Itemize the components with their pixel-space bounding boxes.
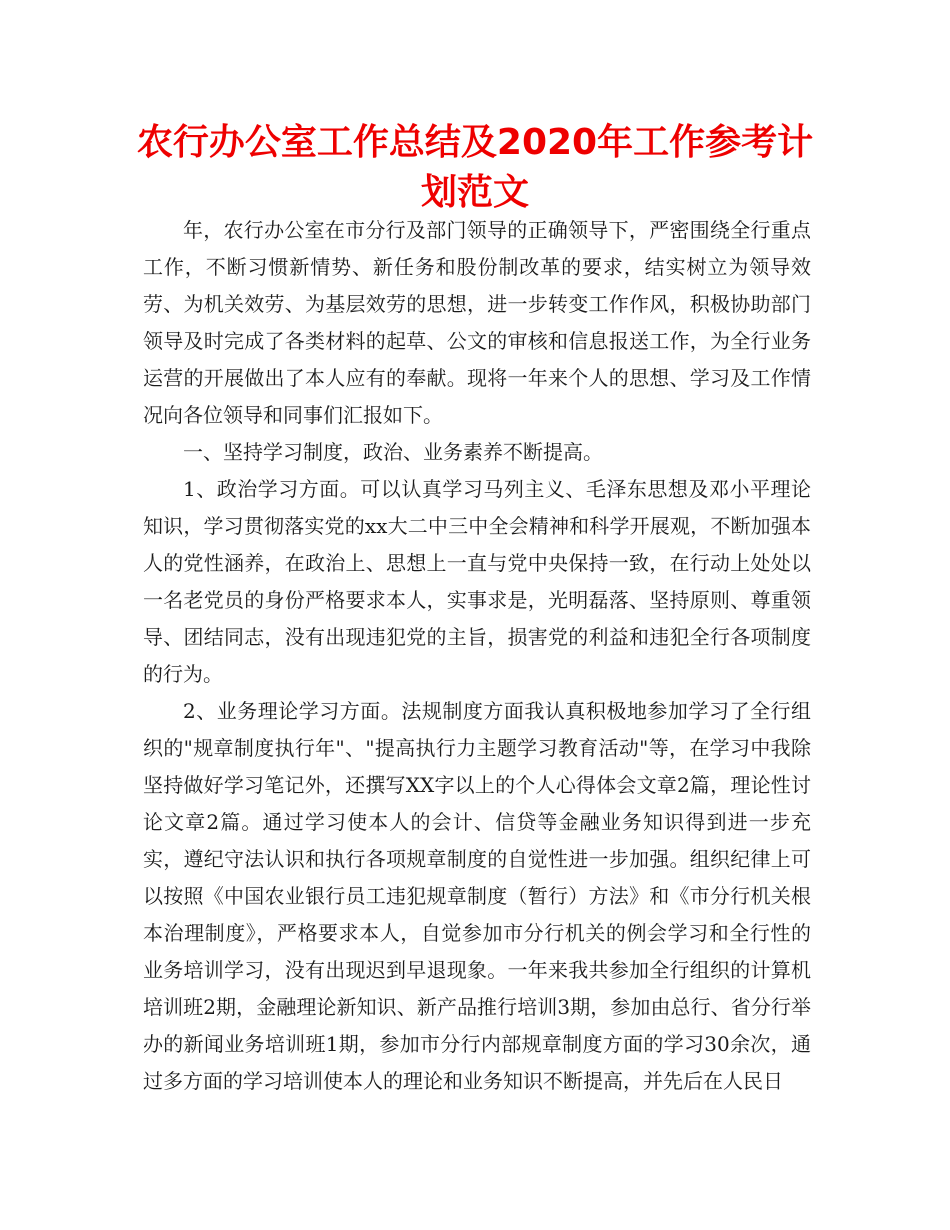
document-title: 农行办公室工作总结及2020年工作参考计划范文 — [136, 122, 814, 213]
paragraph-intro: 年，农行办公室在市分行及部门领导的正确领导下，严密围绕全行重点工作，不断习惯新情势、新任务和股份制改革的要求，结实树立为领导效劳、为机关效劳、为基层效劳的思想，进一步转变工作作风，积极协助部门领导及时完成了各类材料的起草、公文的审核和信息报送工作，为全行业务运营的开展做出了本人应有的奉献。现将一年来个人的思想、学习及工作情况向各位领导和同事们汇报如下。 — [143, 218, 811, 427]
paragraph-political-study: 1、政治学习方面。可以认真学习马列主义、毛泽东思想及邓小平理论知识，学习贯彻落实党的xx大二中三中全会精神和科学开展观，不断加强本人的党性涵养，在政治上、思想上一直与党中央保持一致，在行动上处处以一名老党员的身份严格要求本人，实事求是，光明磊落、坚持原则、尊重领导、团结同志，没有出现违犯党的主旨，损害党的利益和违犯全行各项制度的行为。 — [143, 477, 811, 686]
paragraph-business-study: 2、业务理论学习方面。法规制度方面我认真积极地参加学习了全行组织的"规章制度执行年"、"提高执行力主题学习教育活动"等，在学习中我除坚持做好学习笔记外，还撰写XX字以上的个人心得体会文章2篇，理论性讨论文章2篇。通过学习使本人的会计、信贷等金融业务知识得到进一步充实，遵纪守法认识和执行各项规章制度的自觉性进一步加强。组织纪律上可以按照《中国农业银行员工违犯规章制度（暂行）方法》和《市分行机关根本治理制度》，严格要求本人，自觉参加市分行机关的例会学习和全行性的业务培训学习，没有出现迟到早退现象。一年来我共参加全行组织的计算机培训班2期，金融理论新知识、新产品推行培训3期，参加由总行、省分行举办的新闻业务培训班1期，参加市分行内部规章制度方面的学习30余次，通过多方面的学习培训使本人的理论和业务知识不断提高，并先后在人民日 — [143, 699, 811, 1093]
document-body — [143, 212, 811, 1100]
section-heading-1: 一、坚持学习制度，政治、业务素养不断提高。 — [183, 440, 603, 464]
